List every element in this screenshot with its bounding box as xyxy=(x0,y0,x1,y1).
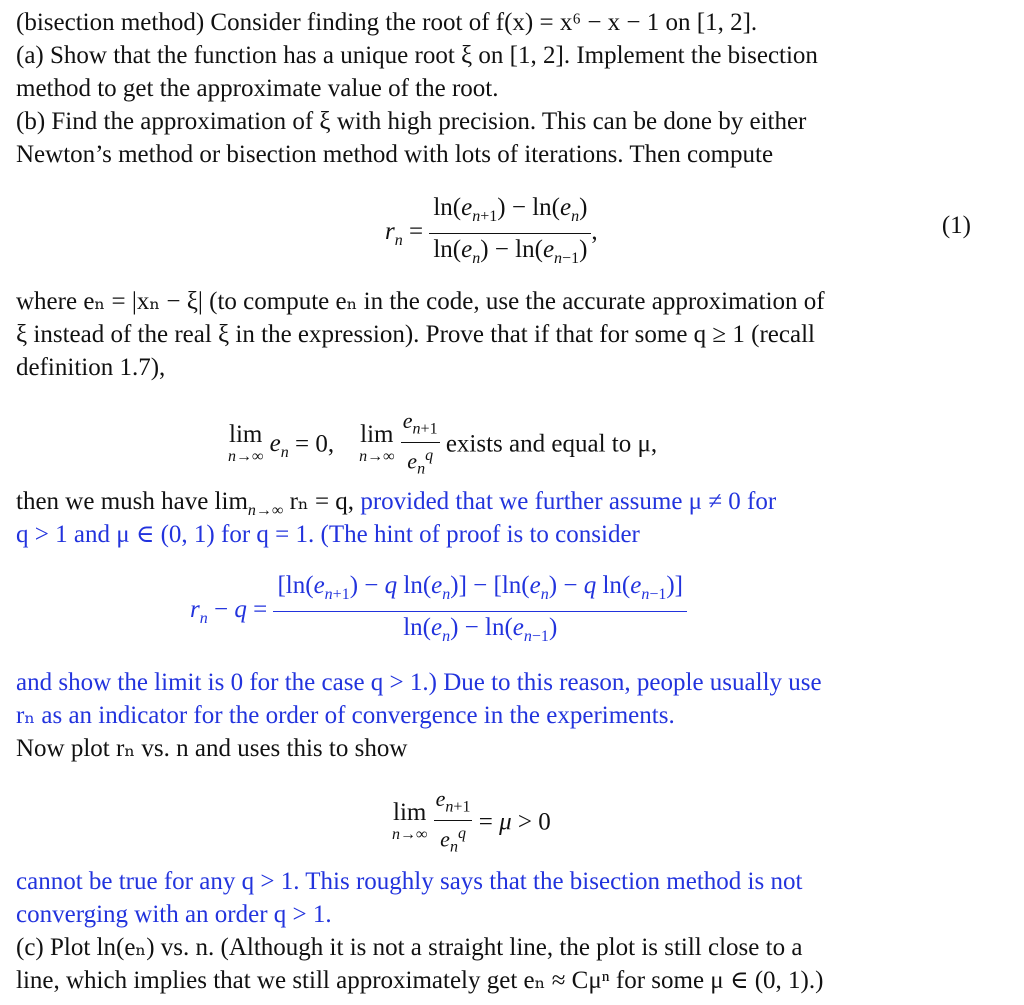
then-line2: q > 1 and μ ∈ (0, 1) for q = 1. (The hint of proof is to consider xyxy=(16,521,640,548)
then-line1-blue: provided that we further assume μ ≠ 0 for xyxy=(360,488,777,515)
now-line1: Now plot rₙ vs. n and uses this to show xyxy=(16,735,408,762)
limits-text: exists and equal to μ, xyxy=(445,430,658,458)
part-b-line1: (b) Find the approximation of ξ with high precision. This can be done by either xyxy=(16,108,807,135)
and-line2: rₙ as an indicator for the order of convergence in the experiments. xyxy=(16,702,675,729)
problem-intro: (bisection method) Consider finding the root of f(x) = x⁶ − x − 1 on [1, 2]. xyxy=(16,9,758,36)
final-limit-equation: lim n→∞ $\frac{e_{n+1}}{e_n^q}$ = μ > 0 xyxy=(392,786,551,857)
and-line1: and show the limit is 0 for the case q > 1.) Due to this reason, people usually use xyxy=(16,669,822,696)
part-a-line1: (a) Show that the function has a unique root ξ on [1, 2]. Implement the bisection xyxy=(16,42,818,69)
where-line3: definition 1.7), xyxy=(16,354,166,381)
cannot-line1: cannot be true for any q > 1. This roughly says that the bisection method is not xyxy=(16,868,803,895)
where-line2: ξ instead of the real ξ in the expression). Prove that if that for some q ≥ 1 (recall xyxy=(16,321,815,348)
equation-1: $r_n$ = $\frac{\ln(e_{n+1}) - \ln(e_n)}{\ln(e_n) - \ln(e_{n-1})}$ , xyxy=(385,194,598,267)
then-line1: then we mush have $\lim_{n\to\infty} r_n = q$, provided that we further assume μ ≠ 0 for xyxy=(16,488,777,519)
part-b-line2: Newton’s method or bisection method with lots of iterations. Then compute xyxy=(16,141,774,168)
cannot-line2: converging with an order q > 1. xyxy=(16,901,332,928)
equation-1-number: (1) xyxy=(941,212,971,239)
limits-equation: lim n→∞ $e_n = 0$, lim n→∞ $\frac{e_{n+1}}{e_n^q}$ exists and equal to μ, xyxy=(228,408,658,479)
part-c-line2: line, which implies that we still approximately get eₙ ≈ Cμⁿ for some μ ∈ (0, 1).) xyxy=(16,967,824,994)
part-c-line1: (c) Plot ln(eₙ) vs. n. (Although it is not a straight line, the plot is still close to a xyxy=(16,934,803,961)
where-line1: where eₙ = |xₙ − ξ| (to compute eₙ in the code, use the accurate approximation of xyxy=(16,288,825,315)
hint-equation: $r_n - q$ = $\frac{[\ln(e_{n+1}) - q \ln(e_n)] - [\ln(e_n) - q \ln(e_{n-1})]}{\ln(e_n) - \ln(e_{n-1})}$ xyxy=(190,570,687,653)
part-a-line2: method to get the approximate value of the root. xyxy=(16,75,499,102)
